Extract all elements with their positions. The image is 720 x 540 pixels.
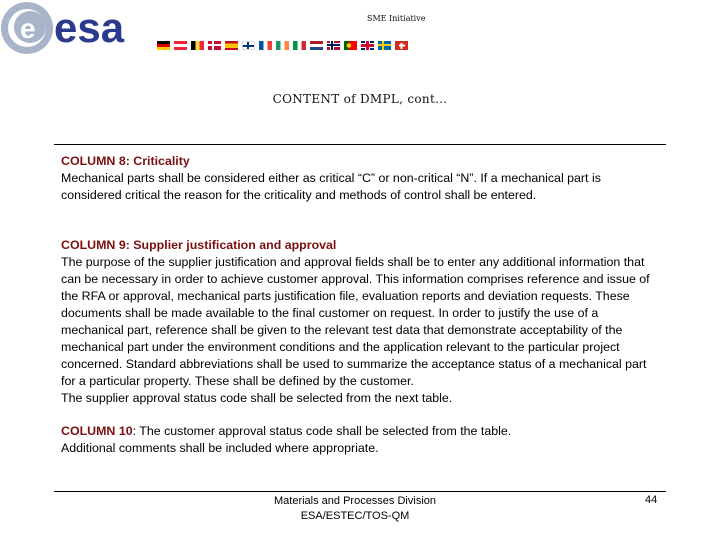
fi-flag-icon [242, 41, 255, 50]
footer-reference: ESA/ESTEC/TOS-QM [300, 510, 410, 522]
section-heading-suffix: : The customer approval status code shall be selected from the table. [132, 424, 512, 438]
fr-flag-icon [259, 41, 272, 50]
de-flag-icon [157, 41, 170, 50]
top-divider [54, 144, 666, 145]
footer-division: Materials and Processes Division [273, 495, 436, 507]
ch-flag-icon [395, 41, 408, 50]
bottom-divider [54, 491, 666, 492]
dk-flag-icon [208, 41, 221, 50]
it-flag-icon [293, 41, 306, 50]
be-flag-icon [191, 41, 204, 50]
svg-text:e: e [20, 13, 36, 44]
uk-flag-icon [361, 41, 374, 50]
footer [250, 494, 460, 524]
svg-text:esa: esa [54, 4, 125, 51]
section-heading: COLUMN 8: Criticality [61, 154, 190, 168]
pt-flag-icon [344, 41, 357, 50]
slide-title: CONTENT of DMPL, cont… [272, 92, 448, 106]
section-column-10 [61, 423, 661, 457]
se-flag-icon [378, 41, 391, 50]
section-column-9 [61, 220, 661, 407]
slide-body [61, 153, 661, 473]
section-column-8 [61, 153, 661, 204]
at-flag-icon [174, 41, 187, 50]
es-flag-icon [225, 41, 238, 50]
section-heading: COLUMN 10 [61, 424, 133, 438]
page-number: 44 [645, 494, 658, 506]
esa-logo [0, 0, 160, 60]
nl-flag-icon [310, 41, 323, 50]
section-heading: COLUMN 9: Supplier justification and approval [61, 238, 337, 252]
initiative-label: SME Initiative [367, 14, 426, 23]
no-flag-icon [327, 41, 340, 50]
ie-flag-icon [276, 41, 289, 50]
member-flags [157, 41, 408, 50]
section-text: The purpose of the supplier justification and approval fields shall be to enter any additional information that can be necessary in order to achieve customer approval. This information comprises reference and issue of the RFA or approval, mechanical parts justification file, evaluation reports and deviation requests. These documents shall be made available to the final customer on request. In order to justify the use of a mechanical part, reference shall be given to the relevant test data that demonstrate acceptability of the mechanical part under the environment conditions and the application relevant to the particular project concerned. Standard abbreviations shall be used to summarize the acceptance status of a mechanical part for a particular property. These shall be defined by the customer. The supplier approval status code shall be selected from the next table. [61, 255, 650, 405]
section-text: Mechanical parts shall be considered either as critical “C” or non-critical “N”. If a mechanical part is considered critical the reason for the criticality and methods of control shall be entered. [61, 171, 601, 202]
section-text: Additional comments shall be included where appropriate. [61, 441, 379, 455]
